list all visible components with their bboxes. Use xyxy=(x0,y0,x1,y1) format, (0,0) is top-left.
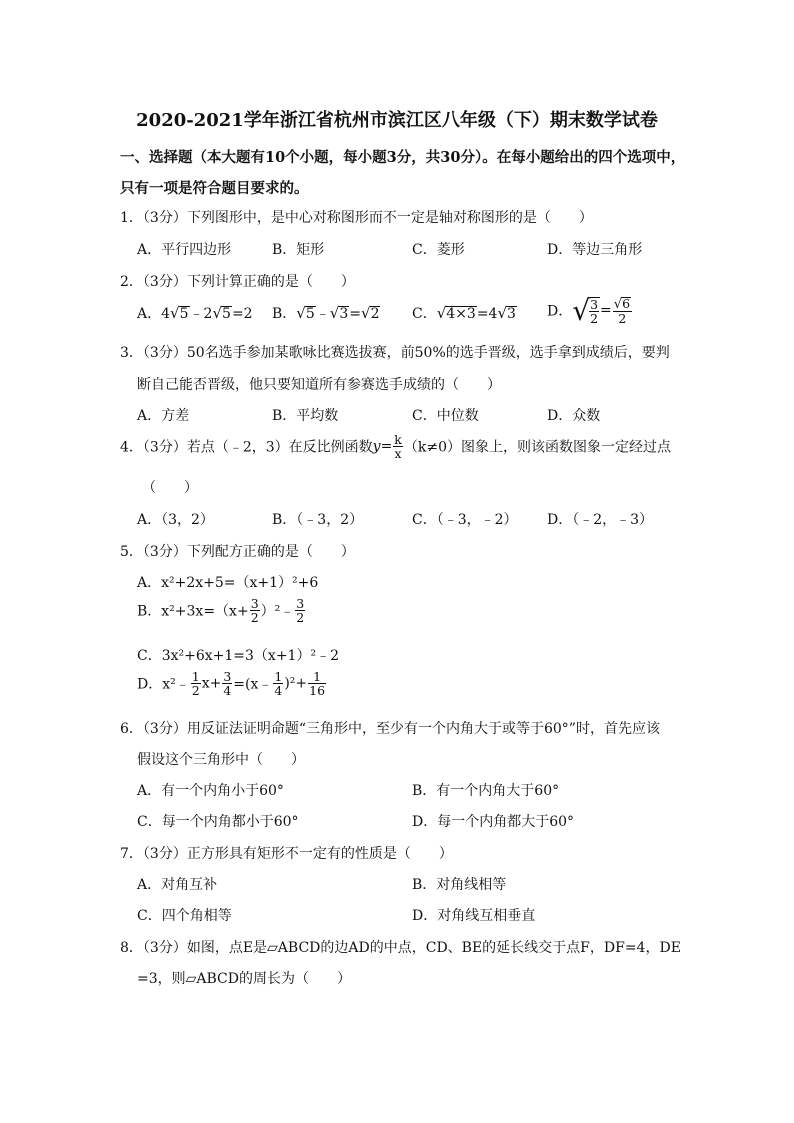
question-4-stem-line-2: （ ） xyxy=(142,480,198,496)
question-1-stem: 1．（3分）下列图形中，是中心对称图形而不一定是轴对称图形的是（ ） xyxy=(120,210,593,226)
q6-option-d: D．每一个内角都大于60° xyxy=(412,814,575,830)
q6-option-c: C．每一个内角都小于60° xyxy=(137,814,299,830)
question-8-stem-line-2: =3，则▱ABCD的周长为（ ） xyxy=(137,971,351,987)
question-7-stem: 7．（3分）正方形具有矩形不一定有的性质是（ ） xyxy=(120,846,453,862)
q4-option-b: B．（﹣3，2） xyxy=(272,512,364,528)
q5-option-c: C．3x²+6x+1=3（x+1）²﹣2 xyxy=(137,648,339,664)
q3-option-a: A．方差 xyxy=(137,408,190,424)
q2-option-c: C．√4×3=4√3 xyxy=(412,304,516,322)
q7-option-c: C．四个角相等 xyxy=(137,908,232,924)
q5-option-a: A．x²+2x+5=（x+1）²+6 xyxy=(137,575,319,591)
q1-option-d: D．等边三角形 xyxy=(547,242,643,258)
q5-option-b: B．x²+3x=（x+ $\frac{3}{2}$ ）²﹣ $\frac{3}{2}$ xyxy=(137,596,305,625)
q6-option-b: B．有一个内角大于60° xyxy=(412,783,560,799)
question-3-stem-line-1: 3．（3分）50名选手参加某歌咏比赛选拔赛，前50%的选手晋级，选手拿到成绩后，要判 xyxy=(120,345,670,361)
q3-option-d: D．众数 xyxy=(547,408,601,424)
question-4-stem-line-1: 4．（3分）若点（﹣2，3）在反比例函数y= $\frac{k}{x}$ （k≠0）图象上，则该函数图象一定经过点 xyxy=(120,432,671,461)
q3-option-c: C．中位数 xyxy=(412,408,479,424)
question-6-stem-line-1: 6．（3分）用反证法证明命题“三角形中，至少有一个内角大于或等于60°”时，首先应该 xyxy=(120,721,660,737)
question-2-stem: 2．（3分）下列计算正确的是（ ） xyxy=(120,274,355,290)
q7-option-b: B．对角线相等 xyxy=(412,877,507,893)
q3-option-b: B．平均数 xyxy=(272,408,339,424)
section-heading-line-1: 一、选择题（本大题有10个小题，每小题3分，共30分）。在每小题给出的四个选项中， xyxy=(120,149,686,166)
q2-option-d: D．√ $\frac{3}{2}$ = $\frac{√6}{2}$ xyxy=(547,294,631,327)
q4-option-d: D．（﹣2，﹣3） xyxy=(547,512,654,528)
q2-option-b: B．√5﹣√3=√2 xyxy=(272,304,380,322)
q7-option-d: D．对角线互相垂直 xyxy=(412,908,536,924)
question-6-stem-line-2: 假设这个三角形中（ ） xyxy=(137,752,305,768)
q6-option-a: A．有一个内角小于60° xyxy=(137,783,284,799)
q4-option-c: C．（﹣3，﹣2） xyxy=(412,512,518,528)
q1-option-a: A．平行四边形 xyxy=(137,242,232,258)
question-3-stem-line-2: 断自己能否晋级，他只要知道所有参赛选手成绩的（ ） xyxy=(137,377,501,393)
q7-option-a: A．对角互补 xyxy=(137,877,218,893)
q4-option-a: A．（3，2） xyxy=(137,512,214,528)
q2-option-a: A．4√5﹣2√5=2 xyxy=(137,304,253,322)
section-heading-line-2: 只有一项是符合题目要求的。 xyxy=(120,180,309,197)
q1-option-c: C．菱形 xyxy=(412,242,465,258)
page-title: 2020-2021学年浙江省杭州市滨江区八年级（下）期末数学试卷 xyxy=(136,110,658,131)
q1-option-b: B．矩形 xyxy=(272,242,325,258)
q5-option-d: D．x²﹣ $\frac{1}{2}$ x+ $\frac{3}{4}$ =(x﹣ $\frac{1}{4}$ )²+ $\frac{1}{16}$ xyxy=(137,669,326,698)
question-8-stem-line-1: 8．（3分）如图，点E是▱ABCD的边AD的中点，CD、BE的延长线交于点F，DF=4，DE xyxy=(120,940,681,956)
question-5-stem: 5．（3分）下列配方正确的是（ ） xyxy=(120,544,355,560)
